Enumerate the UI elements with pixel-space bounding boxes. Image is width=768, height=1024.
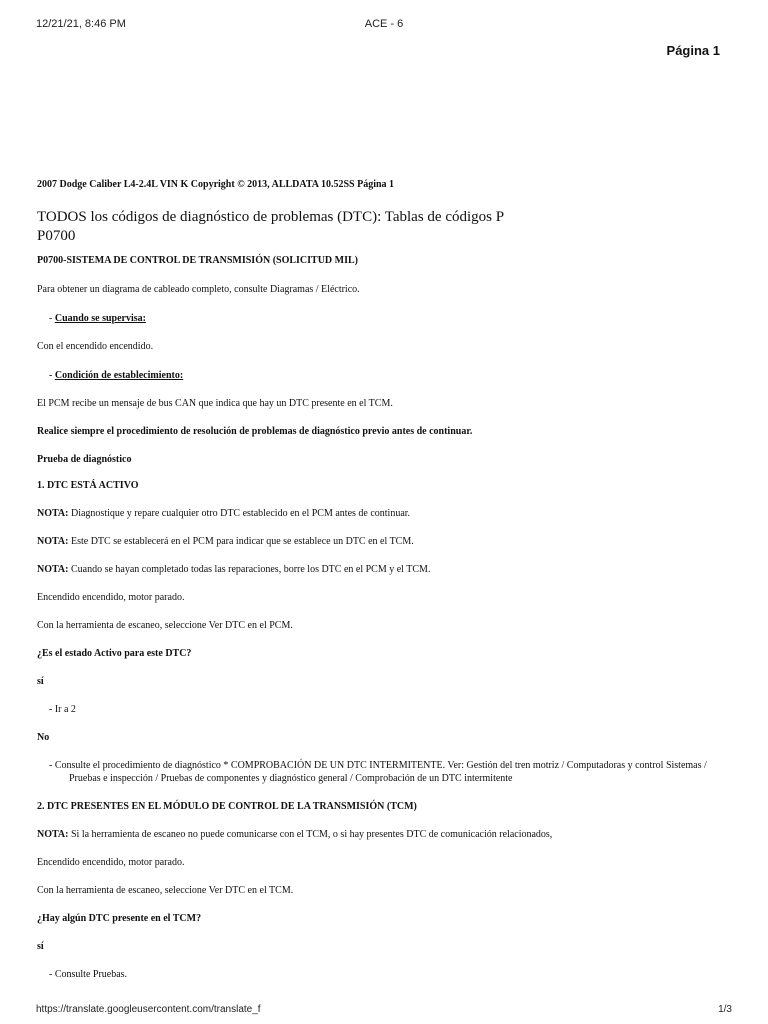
yes-label: sí bbox=[37, 676, 44, 687]
step2-question: ¿Hay algún DTC presente en el TCM? bbox=[37, 913, 202, 924]
diag-test-heading: Prueba de diagnóstico bbox=[37, 454, 132, 465]
when-monitored-label: Cuando se supervisa: bbox=[54, 313, 146, 324]
document-body bbox=[37, 178, 738, 981]
yes2-action: - Consulte Pruebas. bbox=[49, 969, 128, 980]
set-condition-text: El PCM recibe un mensaje de bus CAN que indica que hay un DTC presente en el TCM. bbox=[37, 398, 393, 409]
section-heading: P0700-SISTEMA DE CONTROL DE TRANSMISIÓN (SOLICITUD MIL) bbox=[37, 255, 358, 266]
page-label: Página 1 bbox=[666, 43, 720, 58]
copyright-line: 2007 Dodge Caliber L4-2.4L VIN K Copyright © 2013, ALLDATA 10.52SS Página 1 bbox=[37, 179, 395, 190]
nota4: NOTA: Si la herramienta de escaneo no puede comunicarse con el TCM, o si hay presentes DTC de comunicación relacionados, bbox=[37, 829, 553, 840]
step1-line1: Encendido encendido, motor parado. bbox=[37, 592, 185, 603]
print-datetime: 12/21/21, 8:46 PM bbox=[36, 18, 126, 30]
nota1: NOTA: Diagnostique y repare cualquier otro DTC establecido en el PCM antes de continuar. bbox=[37, 508, 411, 519]
set-condition-label: Condición de establecimiento: bbox=[54, 370, 184, 381]
nota3: NOTA: Cuando se hayan completado todas las reparaciones, borre los DTC en el PCM y el TCM. bbox=[37, 564, 431, 575]
nota-label: NOTA: bbox=[37, 829, 69, 840]
no1-action: - Consulte el procedimiento de diagnóstico * COMPROBACIÓN DE UN DTC INTERMITENTE. Ver: Gestión del tren motriz / Computadoras y control Sistemas / Pruebas e inspección / Pruebas de componentes y diagnóstico general / Comprobación de un DTC intermitente bbox=[49, 760, 707, 784]
yes-label: sí bbox=[37, 941, 44, 952]
when-monitored-text: Con el encendido encendido. bbox=[37, 341, 154, 352]
doc-title-line2: P0700 bbox=[37, 228, 76, 244]
dash: - bbox=[49, 313, 55, 324]
print-url[interactable]: https://translate.googleusercontent.com/translate_f bbox=[36, 1004, 261, 1015]
nota-label: NOTA: bbox=[37, 564, 69, 575]
step1-line2: Con la herramienta de escaneo, seleccione Ver DTC en el PCM. bbox=[37, 620, 293, 631]
step2-line1: Encendido encendido, motor parado. bbox=[37, 857, 185, 868]
doc-title-line1: TODOS los códigos de diagnóstico de problemas (DTC): Tablas de códigos P bbox=[37, 209, 505, 225]
step2-heading: 2. DTC PRESENTES EN EL MÓDULO DE CONTROL DE LA TRANSMISIÓN (TCM) bbox=[37, 801, 417, 812]
when-monitored-row bbox=[37, 312, 738, 325]
print-title: ACE - 6 bbox=[364, 18, 404, 30]
nota-label: NOTA: bbox=[37, 508, 69, 519]
yes1-action: - Ir a 2 bbox=[49, 704, 76, 715]
print-page-number: 1/3 bbox=[718, 1004, 732, 1015]
step2-line2: Con la herramienta de escaneo, seleccione Ver DTC en el TCM. bbox=[37, 885, 294, 896]
dash: - bbox=[49, 370, 55, 381]
set-condition-row bbox=[37, 369, 738, 382]
always-perform-note: Realice siempre el procedimiento de resolución de problemas de diagnóstico previo antes de continuar. bbox=[37, 426, 473, 437]
nota-label: NOTA: bbox=[37, 536, 69, 547]
step1-heading: 1. DTC ESTÁ ACTIVO bbox=[37, 480, 139, 491]
nota2: NOTA: Este DTC se establecerá en el PCM para indicar que se establece un DTC en el TCM. bbox=[37, 536, 414, 547]
no-label: No bbox=[37, 732, 50, 743]
wiring-note: Para obtener un diagrama de cableado completo, consulte Diagramas / Eléctrico. bbox=[37, 284, 360, 295]
step1-question: ¿Es el estado Activo para este DTC? bbox=[37, 648, 192, 659]
